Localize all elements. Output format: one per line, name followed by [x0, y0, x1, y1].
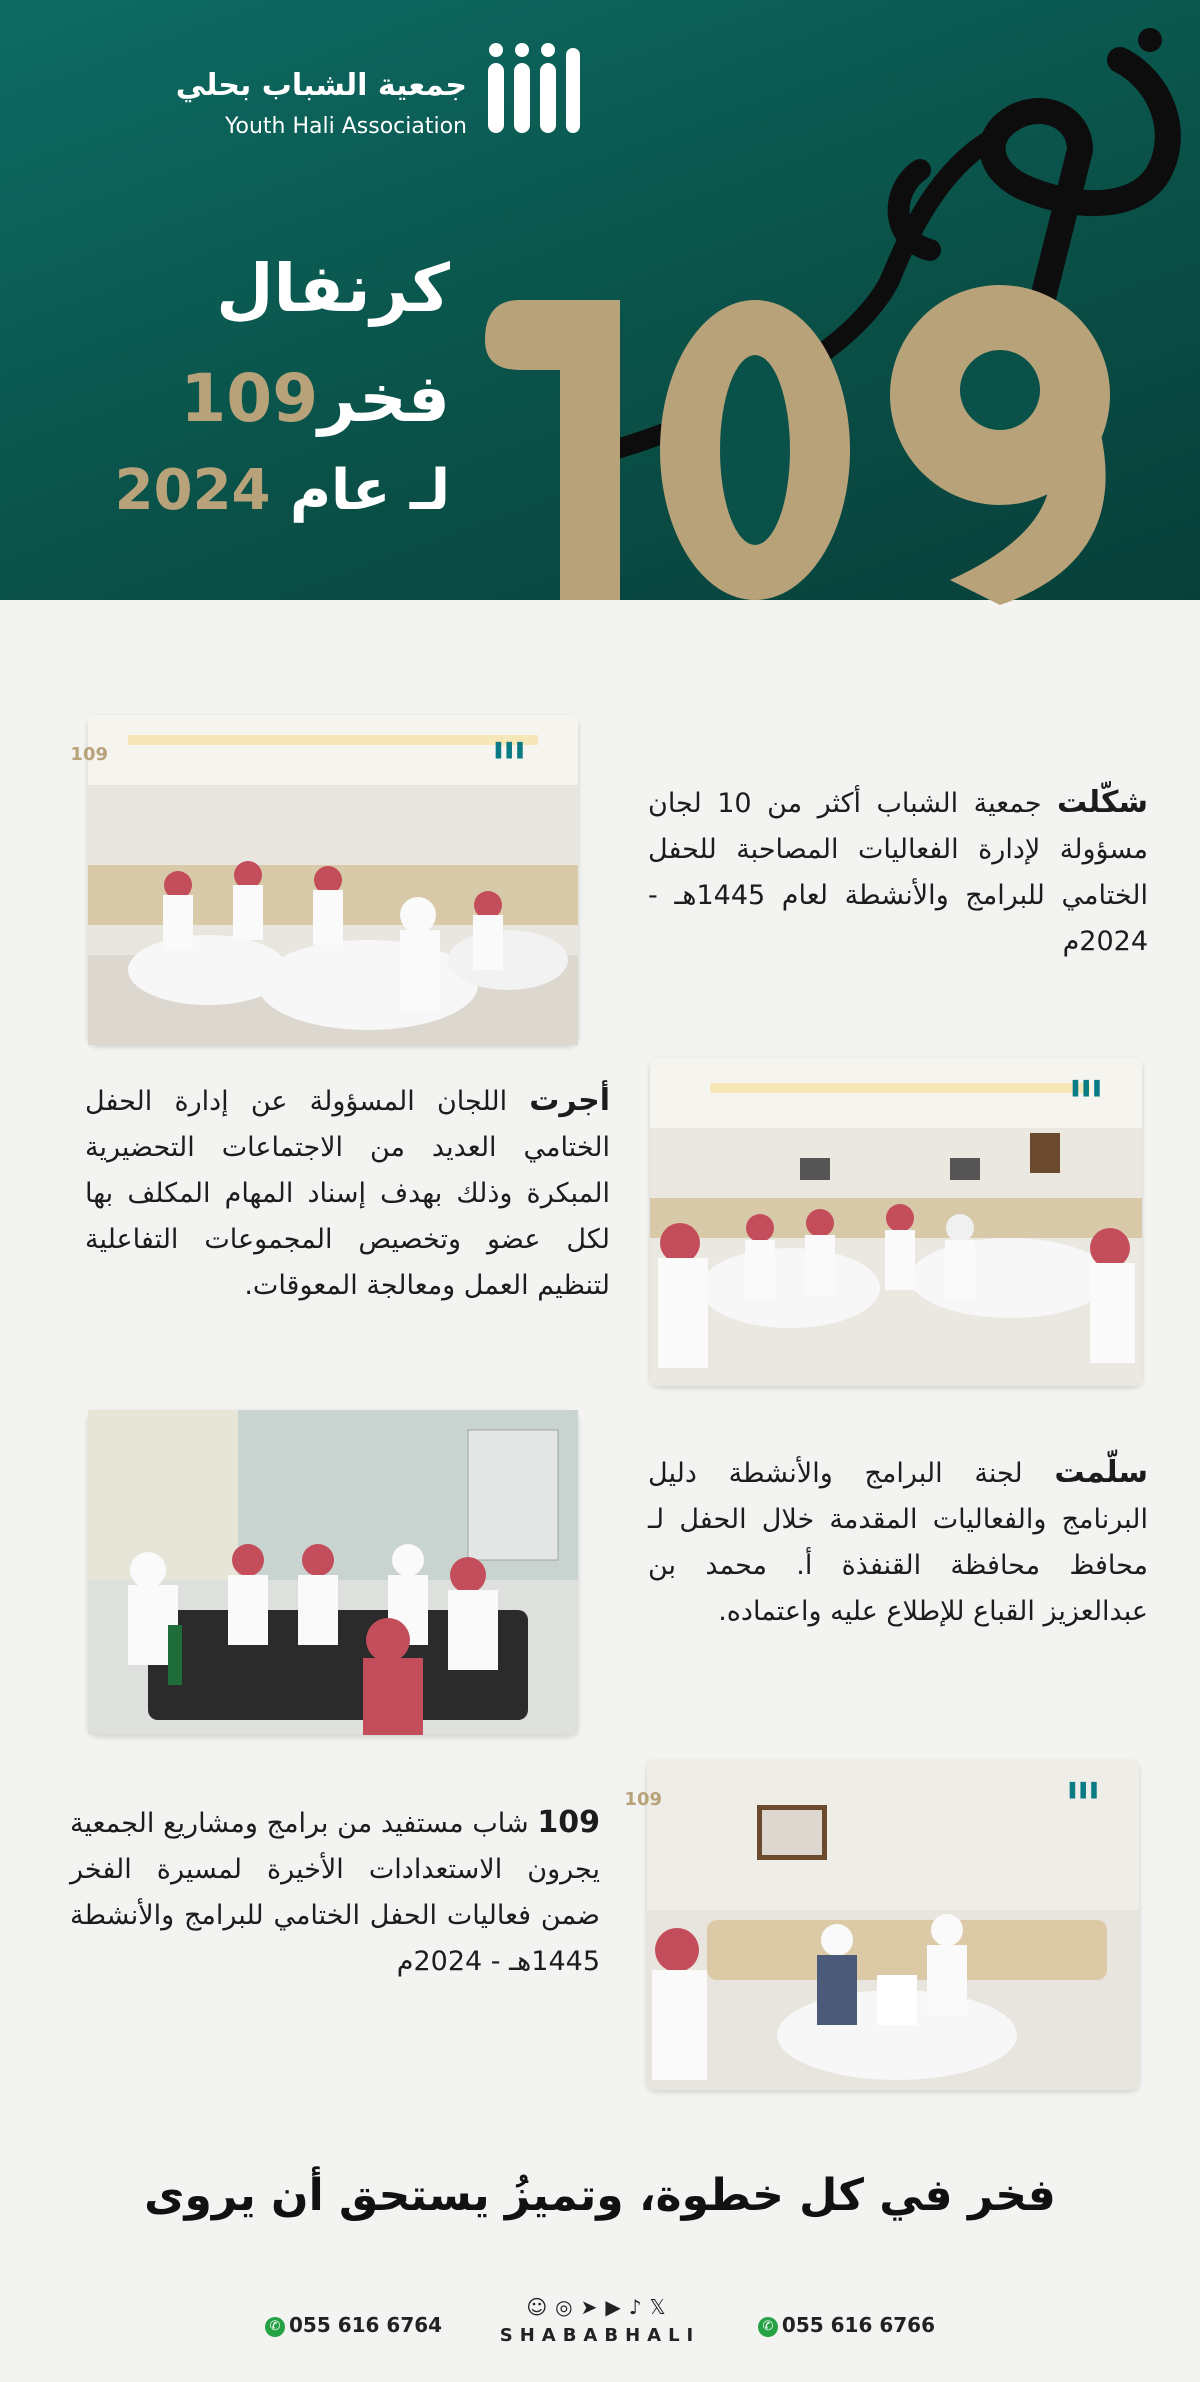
section-3-body: لجنة البرامج والأنشطة دليل البرنامج والفعاليات المقدمة خلال الحفل لـ محافظ محافظة القنفذة أ. محمد بن عبدالعزيز القباع للإطلاع عليه واعتماده. — [648, 1458, 1148, 1627]
photo-logo-icon: ▌▌▌ — [1069, 1783, 1102, 1799]
section-2-body: اللجان المسؤولة عن إدارة الحفل الختامي العديد من الاجتماعات التحضيرية المبكرة وذلك بهدف إسناد المهام المكلف بها لكل عضو وتخصيص المجموعات التفاعلية لتنظيم العمل ومعالجة المعوقات. — [85, 1086, 610, 1301]
phone-right-number: 055 616 6766 — [781, 2313, 935, 2337]
x-icon[interactable]: 𝕏 — [649, 2295, 674, 2319]
slogan: فخر في كل خطوة، وتميزُ يستحق أن يروى — [144, 2170, 1056, 2221]
title-109-number: 109 — [180, 360, 319, 437]
photo-badge: 109 — [624, 1789, 662, 1810]
logo-name-ar: جمعية الشباب بحلي — [175, 68, 467, 103]
photo-logo-icon: ▌▌▌ — [1072, 1081, 1105, 1097]
social-icons-row — [480, 2295, 720, 2319]
section-2-text — [85, 1078, 610, 1309]
title-year: 2024 — [114, 458, 271, 523]
social-handle[interactable]: SHABABHALI — [499, 2325, 701, 2346]
big-109 — [480, 280, 1160, 610]
section-1-body: جمعية الشباب أكثر من 10 لجان مسؤولة لإدارة الفعاليات المصاحبة للحفل الختامي للبرامج والأنشطة لعام 1445هـ - 2024م — [648, 788, 1148, 957]
whatsapp-icon: ✆ — [265, 2317, 285, 2337]
social-links — [480, 2295, 720, 2346]
title-fakhr-word: فخر — [318, 360, 450, 437]
photo-handover-meeting — [88, 1410, 578, 1735]
instagram-icon[interactable]: ◎ — [555, 2295, 581, 2319]
title-carnival: كرنفال — [216, 250, 450, 327]
photo-committees-hall — [70, 715, 578, 1045]
section-4-lead: 109 — [537, 1805, 600, 1840]
tiktok-icon[interactable]: ♪ — [628, 2295, 650, 2319]
telegram-icon[interactable]: ➤ — [580, 2295, 606, 2319]
photo-logo-icon: ▌▌▌ — [495, 743, 528, 759]
youtube-icon[interactable]: ▶ — [605, 2295, 629, 2319]
photo-participants — [624, 1760, 1139, 2090]
whatsapp-icon: ✆ — [758, 2317, 778, 2337]
section-2-lead: أجرت — [529, 1083, 610, 1118]
section-4-text — [70, 1800, 600, 1985]
section-1-text — [648, 780, 1148, 965]
phone-left[interactable] — [265, 2313, 442, 2337]
snapchat-icon[interactable]: ☺ — [526, 2295, 556, 2319]
section-3-lead: سلّمت — [1054, 1455, 1148, 1490]
header-banner — [0, 0, 1200, 600]
section-3-text — [648, 1450, 1148, 1635]
logo-name-en: Youth Hali Association — [225, 114, 467, 139]
footer — [0, 2295, 1200, 2365]
section-4-body: شاب مستفيد من برامج ومشاريع الجمعية يجرون الاستعدادات الأخيرة لمسيرة الفخر ضمن فعاليات الحفل الختامي للبرامج والأنشطة 1445هـ - 2024م — [70, 1808, 600, 1977]
phone-right[interactable] — [758, 2313, 935, 2337]
title-fakhr-109 — [180, 360, 450, 437]
photo-badge: 109 — [70, 744, 108, 765]
title-year-line — [115, 458, 450, 523]
section-1-lead: شكّلت — [1057, 785, 1148, 820]
association-logo — [175, 38, 585, 148]
phone-left-number: 055 616 6764 — [289, 2313, 443, 2337]
title-year-prefix: لـ عام — [290, 458, 450, 523]
photo-meeting-hall — [650, 1058, 1142, 1386]
logo-mark-icon — [480, 38, 585, 148]
